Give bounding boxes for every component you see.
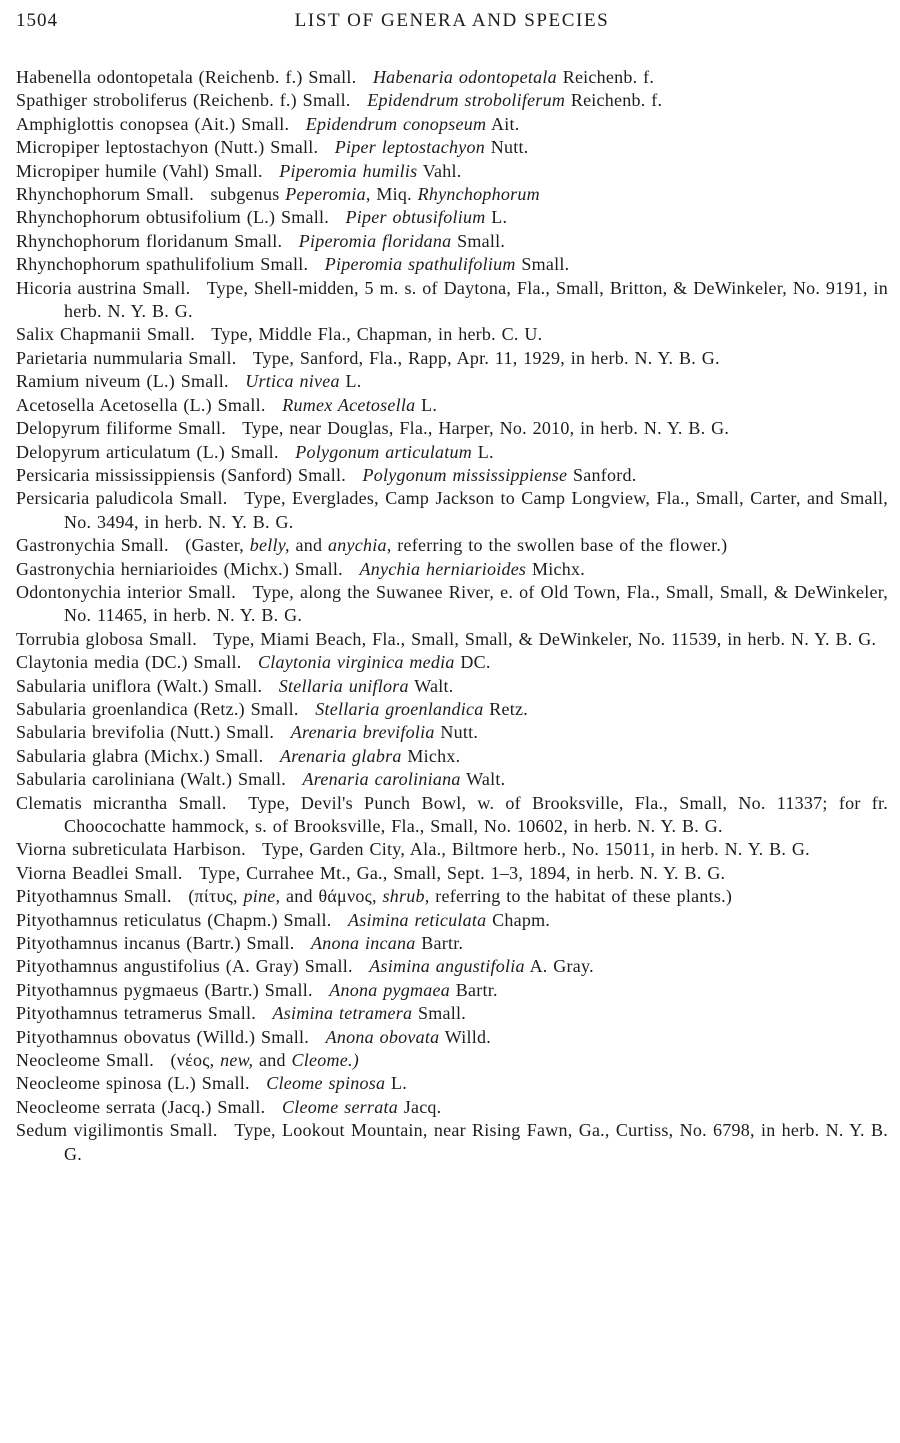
list-item [16,932,888,955]
list-item [16,1096,888,1119]
entry-text: Type, near Douglas, Fla., Harper, No. 2010, in herb. N. Y. B. G. [242,418,730,439]
entry-text: L. [391,1073,407,1094]
entry-text: Type, Sanford, Fla., Rapp, Apr. 11, 1929, in herb. N. Y. B. G. [252,347,720,368]
species-name: Pityothamnus pygmaeus (Bartr.) Small. [16,979,313,1000]
italic-name: new, [220,1050,254,1071]
italic-name: Urtica nivea [245,371,340,392]
species-name: Micropiper leptostachyon (Nutt.) Small. [16,137,319,158]
italic-name: Cleome spinosa [266,1073,386,1094]
entry-text: referring to the habitat of these plants.) [435,886,733,907]
species-name: Delopyrum filiforme Small. [16,418,226,439]
list-item [16,745,888,768]
list-item [16,347,888,370]
species-name: Gastronychia Small. [16,535,169,556]
list-item [16,323,888,346]
species-name: Viorna subreticulata Harbison. [16,839,246,860]
entry-text: Type, Shell-midden, 5 m. s. of Daytona, Fla., Small, Britton, & DeWinkeler, No. 9191, in herb. N. Y. B. G. [64,277,888,322]
italic-name: Rhynchophorum [417,184,540,205]
italic-name: Piper obtusifolium [345,207,486,228]
entry-text: DC. [460,652,491,673]
italic-name: shrub, [382,886,430,907]
species-name: Rhynchophorum Small. [16,184,194,205]
species-name: Clematis micrantha Small. [16,792,227,813]
species-name: Pityothamnus reticulatus (Chapm.) Small. [16,909,332,930]
entry-text: Reichenb. f. [562,67,655,87]
italic-name: Cleome.) [291,1050,359,1071]
italic-name: anychia, [328,535,392,556]
entry-text: subgenus [210,184,280,205]
italic-name: Polygonum articulatum [295,441,472,462]
species-name: Rhynchophorum obtusifolium (L.) Small. [16,207,329,228]
italic-name: Anona obovata [325,1026,440,1047]
list-item [16,909,888,932]
list-item [16,558,888,581]
italic-name: Arenaria glabra [279,745,402,766]
species-name: Sabularia glabra (Michx.) Small. [16,745,264,766]
entry-text: Small. [418,1003,467,1024]
page-header [16,4,888,40]
entry-text: Bartr. [455,979,498,1000]
species-name: Acetosella Acetosella (L.) Small. [16,394,266,415]
italic-name: Arenaria caroliniana [302,769,461,790]
entry-text: Miq. [376,184,412,205]
entry-text: Nutt. [440,722,479,743]
list-item [16,370,888,393]
italic-name: Habenaria odontopetala [372,67,557,87]
entry-text: Michx. [407,745,461,766]
entry-text: Walt. [466,769,506,790]
entry-text: Bartr. [421,933,464,954]
list-item [16,581,888,628]
entry-text: Type, Miami Beach, Fla., Small, Small, & DeWinkeler, No. 11539, in herb. N. Y. B. G. [213,628,877,649]
italic-name: pine, [243,886,281,907]
species-name: Parietaria nummularia Small. [16,347,237,368]
species-name: Sedum vigilimontis Small. [16,1120,218,1141]
entry-text: referring to the swollen base of the flower.) [397,535,728,556]
species-name: Neocleome serrata (Jacq.) Small. [16,1096,266,1117]
italic-name: Epidendrum conopseum [305,113,487,134]
list-item [16,1002,888,1025]
entry-text: Michx. [531,558,585,579]
species-name: Viorna Beadlei Small. [16,862,183,883]
entry-text: L. [345,371,362,392]
running-head: LIST OF GENERA AND SPECIES [294,10,610,31]
entry-text: and θάμνος, [286,886,377,907]
italic-name: Asimina tetramera [272,1003,413,1024]
italic-name: Rumex Acetosella [282,394,416,415]
entry-text: Retz. [489,698,529,719]
page-number: 1504 [16,10,58,31]
entry-text: L. [491,207,508,228]
list-item [16,113,888,136]
species-name: Pityothamnus obovatus (Willd.) Small. [16,1026,310,1047]
entry-text: Willd. [444,1026,492,1047]
list-item [16,277,888,324]
list-item [16,183,888,206]
entry-text: Type, Everglades, Camp Jackson to Camp Longview, Fla., Small, Carter, and Small, No. 3494, in herb. N. Y. B. G. [64,488,888,532]
list-item [16,1119,888,1166]
italic-name: Arenaria brevifolia [290,722,435,743]
species-name: Pityothamnus incanus (Bartr.) Small. [16,933,295,954]
list-item [16,651,888,674]
species-list [16,66,888,1166]
entry-text: Type, along the Suwanee River, e. of Old Town, Fla., Small, Small, & DeWinkeler, No. 11465, in herb. N. Y. B. G. [64,581,888,626]
italic-name: Anychia herniarioides [359,558,527,579]
italic-name: Cleome serrata [281,1096,398,1117]
entry-text: Walt. [414,675,454,696]
italic-name: Piperomia floridana [298,230,452,251]
list-item [16,464,888,487]
italic-name: Piper leptostachyon [334,137,485,158]
list-item [16,862,888,885]
list-item [16,792,888,839]
entry-text: Vahl. [422,160,462,181]
list-item [16,1049,888,1072]
list-item [16,885,888,908]
italic-name: Epidendrum stroboliferum [367,90,566,111]
species-name: Persicaria mississippiensis (Sanford) Small. [16,464,346,485]
entry-text: L. [421,394,438,415]
list-item [16,675,888,698]
list-item [16,441,888,464]
species-name: Sabularia brevifolia (Nutt.) Small. [16,722,275,743]
list-item [16,230,888,253]
entry-text: Ait. [491,113,520,134]
species-name: Pityothamnus angustifolius (A. Gray) Small. [16,956,353,977]
species-name: Torrubia globosa Small. [16,628,197,649]
list-item [16,136,888,159]
entry-text: (Gaster, [185,535,245,556]
species-name: Neocleome spinosa (L.) Small. [16,1073,250,1094]
species-name: Amphiglottis conopsea (Ait.) Small. [16,113,290,134]
italic-name: belly, [249,535,290,556]
list-item [16,721,888,744]
entry-text: Jacq. [403,1096,442,1117]
list-item [16,417,888,440]
entry-text: Chapm. [492,909,551,930]
list-item [16,698,888,721]
list-item [16,534,888,557]
italic-name: Claytonia virginica media [258,652,455,673]
species-name: Claytonia media (DC.) Small. [16,652,242,673]
species-name: Sabularia uniflora (Walt.) Small. [16,675,263,696]
species-name: Spathiger stroboliferus (Reichenb. f.) Small. [16,90,351,111]
species-name: Habenella odontopetala (Reichenb. f.) Small. [16,67,357,87]
entry-text: Type, Garden City, Ala., Biltmore herb., No. 15011, in herb. N. Y. B. G. [262,839,810,860]
italic-name: Asimina angustifolia [369,956,525,977]
entry-text: and [295,535,323,556]
italic-name: Asimina reticulata [348,909,487,930]
entry-text: Nutt. [490,137,529,158]
italic-name: Peperomia, [285,184,371,205]
list-item [16,628,888,651]
entry-text: Reichenb. f. [570,90,663,111]
italic-name: Piperomia humilis [279,160,418,181]
list-item [16,1026,888,1049]
list-item [16,955,888,978]
species-name: Sabularia groenlandica (Retz.) Small. [16,698,299,719]
species-name: Rhynchophorum spathulifolium Small. [16,254,309,275]
list-item [16,487,888,534]
italic-name: Stellaria uniflora [278,675,409,696]
list-item [16,89,888,112]
entry-text: Type, Middle Fla., Chapman, in herb. C. U. [211,324,543,345]
entry-text: Small. [521,254,570,275]
species-name: Persicaria paludicola Small. [16,488,228,509]
list-item [16,979,888,1002]
italic-name: Anona pygmaea [329,979,451,1000]
list-item [16,160,888,183]
list-item [16,66,888,89]
species-name: Pityothamnus tetramerus Small. [16,1003,256,1024]
list-item [16,1072,888,1095]
entry-text: (πίτυς, [188,886,238,907]
species-name: Ramium niveum (L.) Small. [16,371,229,392]
species-name: Salix Chapmanii Small. [16,324,195,345]
entry-text: and [259,1050,286,1071]
species-name: Odontonychia interior Small. [16,581,237,602]
entry-text: Sanford. [573,464,637,485]
entry-text: Small. [457,230,506,251]
italic-name: Stellaria groenlandica [315,698,484,719]
species-name: Micropiper humile (Vahl) Small. [16,160,263,181]
species-name: Sabularia caroliniana (Walt.) Small. [16,769,286,790]
list-item [16,838,888,861]
entry-text: Type, Devil's Punch Bowl, w. of Brooksville, Fla., Small, No. 11337; for fr. Choocochatte hammock, s. of Brooksville, Fla., Small, No. 10602, in herb. N. Y. B. G. [64,792,888,836]
list-item [16,206,888,229]
list-item [16,394,888,417]
species-name: Neocleome Small. [16,1050,154,1071]
species-name: Rhynchophorum floridanum Small. [16,230,283,251]
entry-text: Type, Lookout Mountain, near Rising Fawn, Ga., Curtiss, No. 6798, in herb. N. Y. B. G. [64,1120,888,1164]
entry-text: (νέος, [170,1050,215,1071]
list-item [16,253,888,276]
entry-text: A. Gray. [529,956,594,977]
list-item [16,768,888,791]
entry-text: L. [477,441,494,462]
italic-name: Piperomia spathulifolium [324,254,516,275]
species-name: Gastronychia herniarioides (Michx.) Small. [16,558,343,579]
italic-name: Polygonum mississippiense [362,464,568,485]
species-name: Pityothamnus Small. [16,886,172,907]
entry-text: Type, Currahee Mt., Ga., Small, Sept. 1–3, 1894, in herb. N. Y. B. G. [198,862,726,883]
italic-name: Anona incana [311,933,416,954]
species-name: Delopyrum articulatum (L.) Small. [16,441,279,462]
species-name: Hicoria austrina Small. [16,277,191,298]
